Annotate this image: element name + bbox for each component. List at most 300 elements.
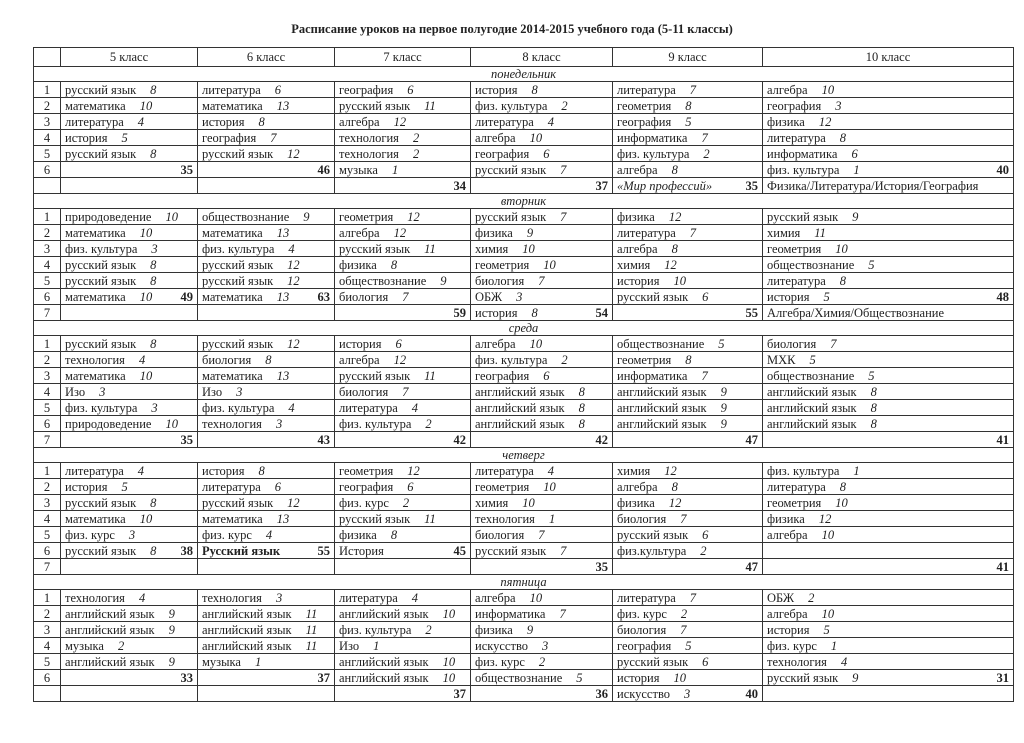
schedule-cell <box>198 638 335 654</box>
cell-content <box>202 544 330 558</box>
hours-count: 6 <box>702 289 709 304</box>
subject-name: физ. курс <box>202 527 252 542</box>
subject-name: русский язык <box>202 146 274 161</box>
schedule-cell <box>471 654 613 670</box>
cell-content <box>339 147 466 161</box>
subject-name: физика <box>767 511 805 526</box>
subject-name: география <box>339 479 394 494</box>
hours-count: 7 <box>689 590 697 605</box>
subject-name: литература <box>767 273 826 288</box>
cell-content <box>475 337 608 351</box>
subject-name: русский язык <box>65 543 137 558</box>
weekly-total: 48 <box>996 289 1009 304</box>
hours-count: 2 <box>538 654 546 669</box>
hours-count: 12 <box>287 495 300 510</box>
hours-count: 2 <box>808 590 815 605</box>
lesson-number: 2 <box>34 606 61 622</box>
cell-content <box>767 83 1009 97</box>
cell-content <box>339 607 466 621</box>
schedule-cell <box>613 162 763 178</box>
cell-content <box>339 417 466 431</box>
hours-count: 8 <box>390 257 398 272</box>
hours-count: 7 <box>402 384 409 399</box>
cell-content <box>202 433 330 447</box>
cell-content <box>617 639 758 653</box>
cell-content <box>617 528 758 542</box>
schedule-cell <box>198 82 335 98</box>
cell-content <box>339 687 466 701</box>
lesson-number: 3 <box>34 622 61 638</box>
lesson-row <box>34 384 1014 400</box>
cell-content <box>767 274 1009 288</box>
schedule-cell <box>61 82 198 98</box>
lesson-row <box>34 543 1014 559</box>
schedule-cell <box>471 225 613 241</box>
hours-count: 6 <box>407 82 414 97</box>
cell-content <box>339 163 466 177</box>
subject-name: литература <box>475 463 534 478</box>
subject-name: алгебра <box>339 352 380 367</box>
subject-name: физ. культура <box>202 400 275 415</box>
cell-content <box>65 433 193 447</box>
schedule-cell <box>335 638 471 654</box>
subject-name: английский язык <box>767 416 857 431</box>
schedule-cell <box>61 352 198 368</box>
hours-count: 3 <box>151 400 158 415</box>
subject-name: физ. курс <box>339 495 389 510</box>
weekly-total: 40 <box>745 686 758 701</box>
day-row <box>34 575 1014 590</box>
cell-content <box>339 433 466 447</box>
cell-content <box>767 210 1009 224</box>
hours-count: 8 <box>258 463 265 478</box>
schedule-cell <box>335 479 471 495</box>
subject-name: математика <box>202 225 263 240</box>
schedule-cell <box>471 622 613 638</box>
schedule-cell <box>613 257 763 273</box>
column-header: 8 класс <box>471 48 613 67</box>
schedule-cell <box>335 384 471 400</box>
lesson-number: 4 <box>34 130 61 146</box>
schedule-cell <box>613 289 763 305</box>
hours-count: 7 <box>538 273 545 288</box>
cell-content <box>475 560 608 574</box>
hours-count: 6 <box>702 527 709 542</box>
subject-name: русский язык <box>202 336 274 351</box>
schedule-cell <box>198 590 335 606</box>
subject-name: русский язык <box>767 670 839 685</box>
subject-name: технология <box>475 511 535 526</box>
schedule-cell <box>61 559 198 575</box>
hours-count: 13 <box>276 289 290 304</box>
hours-count: 4 <box>411 400 419 415</box>
weekly-total: 42 <box>595 432 608 447</box>
hours-count: 3 <box>684 686 691 701</box>
subject-name: биология <box>339 384 389 399</box>
hours-count: 11 <box>424 511 436 526</box>
hours-count: 6 <box>543 146 550 161</box>
schedule-cell <box>198 495 335 511</box>
schedule-cell <box>335 495 471 511</box>
hours-count: 8 <box>870 400 877 415</box>
hours-count: 8 <box>839 479 847 494</box>
subject-name: физ. культура <box>475 98 548 113</box>
subject-name: алгебра <box>767 82 808 97</box>
cell-content <box>202 512 330 526</box>
cell-content <box>65 544 193 558</box>
lesson-number-header <box>34 48 61 67</box>
cell-content <box>767 99 1009 113</box>
schedule-cell <box>763 463 1014 479</box>
subject-name: обществознание <box>339 273 427 288</box>
lesson-row <box>34 368 1014 384</box>
cell-content <box>202 131 330 145</box>
schedule-cell <box>335 606 471 622</box>
hours-count: 7 <box>701 368 708 383</box>
cell-content <box>617 544 758 558</box>
schedule-cell <box>61 225 198 241</box>
schedule-cell <box>471 289 613 305</box>
schedule-cell <box>335 432 471 448</box>
lesson-row <box>34 400 1014 416</box>
cell-content <box>617 433 758 447</box>
hours-count: 2 <box>561 352 568 367</box>
subject-name: литература <box>767 130 826 145</box>
subject-name: химия <box>617 463 651 478</box>
hours-count: 6 <box>274 479 282 494</box>
cell-content <box>475 242 608 256</box>
schedule-cell <box>471 606 613 622</box>
schedule-cell <box>61 178 198 194</box>
cell-content <box>617 496 758 510</box>
page-title: Расписание уроков на первое полугодие 2014-2015 учебного года (5-11 классы) <box>291 22 733 36</box>
schedule-cell <box>61 146 198 162</box>
schedule-cell <box>613 590 763 606</box>
schedule-cell <box>763 384 1014 400</box>
hours-count: 8 <box>150 336 157 351</box>
subject-name: Изо <box>202 384 223 399</box>
cell-content <box>65 242 193 256</box>
schedule-cell <box>471 400 613 416</box>
subject-name: искусство <box>475 638 529 653</box>
day-name: четверг <box>34 448 1014 463</box>
schedule-cell <box>335 527 471 543</box>
lesson-row <box>34 336 1014 352</box>
hours-count: 8 <box>531 82 538 97</box>
schedule-cell <box>335 416 471 432</box>
cell-content <box>475 623 608 637</box>
subject-name: обществознание <box>767 257 855 272</box>
hours-count: 13 <box>276 368 290 383</box>
day-name: понедельник <box>34 67 1014 82</box>
lesson-number: 5 <box>34 527 61 543</box>
hours-count: 11 <box>424 98 436 113</box>
schedule-cell <box>763 130 1014 146</box>
subject-name: технология <box>202 416 262 431</box>
lesson-row <box>34 130 1014 146</box>
hours-count: 3 <box>516 289 523 304</box>
lesson-row <box>34 82 1014 98</box>
schedule-cell <box>471 384 613 400</box>
subject-name: география <box>617 638 672 653</box>
schedule-cell <box>471 590 613 606</box>
schedule-cell <box>61 654 198 670</box>
schedule-cell <box>61 400 198 416</box>
lesson-row <box>34 670 1014 686</box>
hours-count: 10 <box>821 82 835 97</box>
schedule-cell <box>61 511 198 527</box>
cell-content <box>767 115 1009 129</box>
lesson-number: 6 <box>34 289 61 305</box>
hours-count: 5 <box>809 352 816 367</box>
hours-count: 3 <box>236 384 243 399</box>
cell-content <box>202 496 330 510</box>
schedule-cell <box>613 178 763 194</box>
lesson-row <box>34 638 1014 654</box>
lesson-number: 1 <box>34 336 61 352</box>
hours-count: 7 <box>538 527 545 542</box>
hours-count: 10 <box>821 606 835 621</box>
cell-content <box>202 210 330 224</box>
schedule-cell <box>335 622 471 638</box>
schedule-cell <box>471 162 613 178</box>
schedule-cell <box>763 654 1014 670</box>
schedule-cell <box>471 416 613 432</box>
weekly-total: 55 <box>745 305 758 320</box>
cell-content <box>475 544 608 558</box>
cell-content <box>202 258 330 272</box>
hours-count: 5 <box>685 638 692 653</box>
schedule-cell <box>61 463 198 479</box>
schedule-cell <box>613 511 763 527</box>
schedule-cell <box>61 527 198 543</box>
subject-name: английский язык <box>767 384 857 399</box>
schedule-cell <box>335 352 471 368</box>
cell-content <box>202 99 330 113</box>
schedule-cell <box>471 463 613 479</box>
schedule-cell <box>198 670 335 686</box>
cell-content <box>339 671 466 685</box>
subject-name: английский язык <box>617 416 707 431</box>
cell-content <box>767 417 1009 431</box>
cell-content <box>767 353 1009 367</box>
hours-count: 10 <box>165 209 178 224</box>
hours-count: 3 <box>275 590 283 605</box>
cell-content <box>475 639 608 653</box>
schedule-cell <box>198 416 335 432</box>
hours-count: 10 <box>821 527 835 542</box>
schedule-cell <box>198 511 335 527</box>
cell-content <box>65 274 193 288</box>
weekly-total: 35 <box>745 178 758 193</box>
schedule-cell <box>198 209 335 225</box>
cell-content <box>202 147 330 161</box>
schedule-cell <box>471 146 613 162</box>
cell-content <box>617 306 758 320</box>
lesson-number: 7 <box>34 432 61 448</box>
hours-count: 12 <box>287 146 300 161</box>
cell-content <box>202 115 330 129</box>
cell-content <box>339 528 466 542</box>
schedule-cell <box>198 146 335 162</box>
subject-name: алгебра <box>475 130 516 145</box>
weekly-total: 49 <box>180 289 193 304</box>
hours-count: 4 <box>137 463 145 478</box>
schedule-cell <box>763 495 1014 511</box>
schedule-cell <box>613 146 763 162</box>
cell-content <box>65 258 193 272</box>
hours-count: 8 <box>578 400 585 415</box>
schedule-cell <box>613 479 763 495</box>
cell-content <box>767 163 1009 177</box>
column-header: 9 класс <box>613 48 763 67</box>
subject-name: Физика/Литература/История/География <box>767 178 979 193</box>
cell-content <box>339 242 466 256</box>
hours-count: 2 <box>700 543 707 558</box>
schedule-cell <box>198 654 335 670</box>
subject-name: физика <box>767 114 805 129</box>
lesson-row <box>34 432 1014 448</box>
cell-content <box>65 369 193 383</box>
schedule-cell <box>198 130 335 146</box>
subject-name: физ.культура <box>617 543 687 558</box>
schedule-cell <box>471 336 613 352</box>
subject-name: русский язык <box>339 98 411 113</box>
subject-name: русский язык <box>65 495 137 510</box>
cell-content <box>767 433 1009 447</box>
hours-count: 9 <box>303 209 310 224</box>
hours-count: 10 <box>673 273 686 288</box>
schedule-cell <box>613 543 763 559</box>
cell-content <box>617 290 758 304</box>
cell-content <box>65 83 193 97</box>
hours-count: 10 <box>139 511 153 526</box>
cell-content <box>617 560 758 574</box>
schedule-cell <box>763 225 1014 241</box>
schedule-cell <box>198 289 335 305</box>
subject-name: музыка <box>339 162 378 177</box>
cell-content <box>65 591 193 605</box>
schedule-cell <box>61 98 198 114</box>
subject-name: информатика <box>617 368 688 383</box>
hours-count: 2 <box>561 98 568 113</box>
schedule-cell <box>763 352 1014 368</box>
cell-content <box>475 480 608 494</box>
subject-name: МХК <box>767 352 796 367</box>
subject-name: алгебра <box>617 479 658 494</box>
subject-name: русский язык <box>617 654 689 669</box>
schedule-cell <box>613 368 763 384</box>
hours-count: 10 <box>522 241 535 256</box>
column-header: 5 класс <box>61 48 198 67</box>
weekly-total: 38 <box>180 543 193 558</box>
schedule-cell <box>198 463 335 479</box>
schedule-cell <box>763 241 1014 257</box>
subject-name: музыка <box>65 638 104 653</box>
hours-count: 12 <box>668 495 682 510</box>
schedule-cell <box>61 384 198 400</box>
cell-content <box>617 83 758 97</box>
hours-count: 6 <box>702 654 709 669</box>
cell-content <box>339 623 466 637</box>
hours-count: 12 <box>287 336 300 351</box>
hours-count: 9 <box>440 273 447 288</box>
schedule-cell <box>471 368 613 384</box>
schedule-cell <box>763 257 1014 273</box>
lesson-row <box>34 257 1014 273</box>
cell-content <box>475 179 608 193</box>
hours-count: 8 <box>150 495 157 510</box>
subject-name: обществознание <box>767 368 855 383</box>
cell-content <box>202 671 330 685</box>
schedule-cell <box>763 622 1014 638</box>
cell-content <box>767 242 1009 256</box>
cell-content <box>202 655 330 669</box>
schedule-cell <box>335 305 471 321</box>
schedule-cell <box>198 98 335 114</box>
subject-name: технология <box>65 590 125 605</box>
hours-count: 12 <box>393 225 407 240</box>
subject-name: обществознание <box>475 670 563 685</box>
schedule-cell <box>763 82 1014 98</box>
hours-count: 7 <box>560 209 567 224</box>
subject-name: география <box>339 82 394 97</box>
hours-count: 5 <box>823 289 830 304</box>
schedule-cell <box>198 178 335 194</box>
subject-name: география <box>202 130 257 145</box>
subject-name: английский язык <box>65 606 155 621</box>
header-row <box>34 48 1014 67</box>
hours-count: 7 <box>680 511 687 526</box>
subject-name: физ. культура <box>339 416 412 431</box>
lesson-row <box>34 289 1014 305</box>
cell-content <box>475 401 608 415</box>
cell-content <box>339 480 466 494</box>
hours-count: 5 <box>685 114 692 129</box>
cell-content <box>202 401 330 415</box>
schedule-cell <box>335 543 471 559</box>
schedule-cell <box>198 368 335 384</box>
subject-name: Изо <box>339 638 360 653</box>
schedule-cell <box>613 559 763 575</box>
lesson-row <box>34 98 1014 114</box>
subject-name: литература <box>617 82 676 97</box>
hours-count: 13 <box>276 98 290 113</box>
schedule-cell <box>335 559 471 575</box>
schedule-cell <box>471 352 613 368</box>
hours-count: 10 <box>442 606 456 621</box>
lesson-row <box>34 479 1014 495</box>
hours-count: 2 <box>412 130 420 145</box>
schedule-cell <box>61 543 198 559</box>
subject-name: математика <box>202 98 263 113</box>
subject-name: «Мир профессий» <box>617 178 713 193</box>
hours-count: 8 <box>685 98 692 113</box>
subject-name: история <box>475 305 518 320</box>
cell-content <box>65 337 193 351</box>
schedule-cell <box>613 209 763 225</box>
subject-name: русский язык <box>475 209 547 224</box>
schedule-cell <box>61 432 198 448</box>
lesson-number: 1 <box>34 590 61 606</box>
hours-count: 9 <box>852 209 859 224</box>
cell-content <box>617 99 758 113</box>
schedule-cell <box>198 114 335 130</box>
hours-count: 10 <box>442 670 456 685</box>
subject-name: алгебра <box>475 590 516 605</box>
weekly-total: 35 <box>180 162 193 177</box>
lesson-row <box>34 162 1014 178</box>
